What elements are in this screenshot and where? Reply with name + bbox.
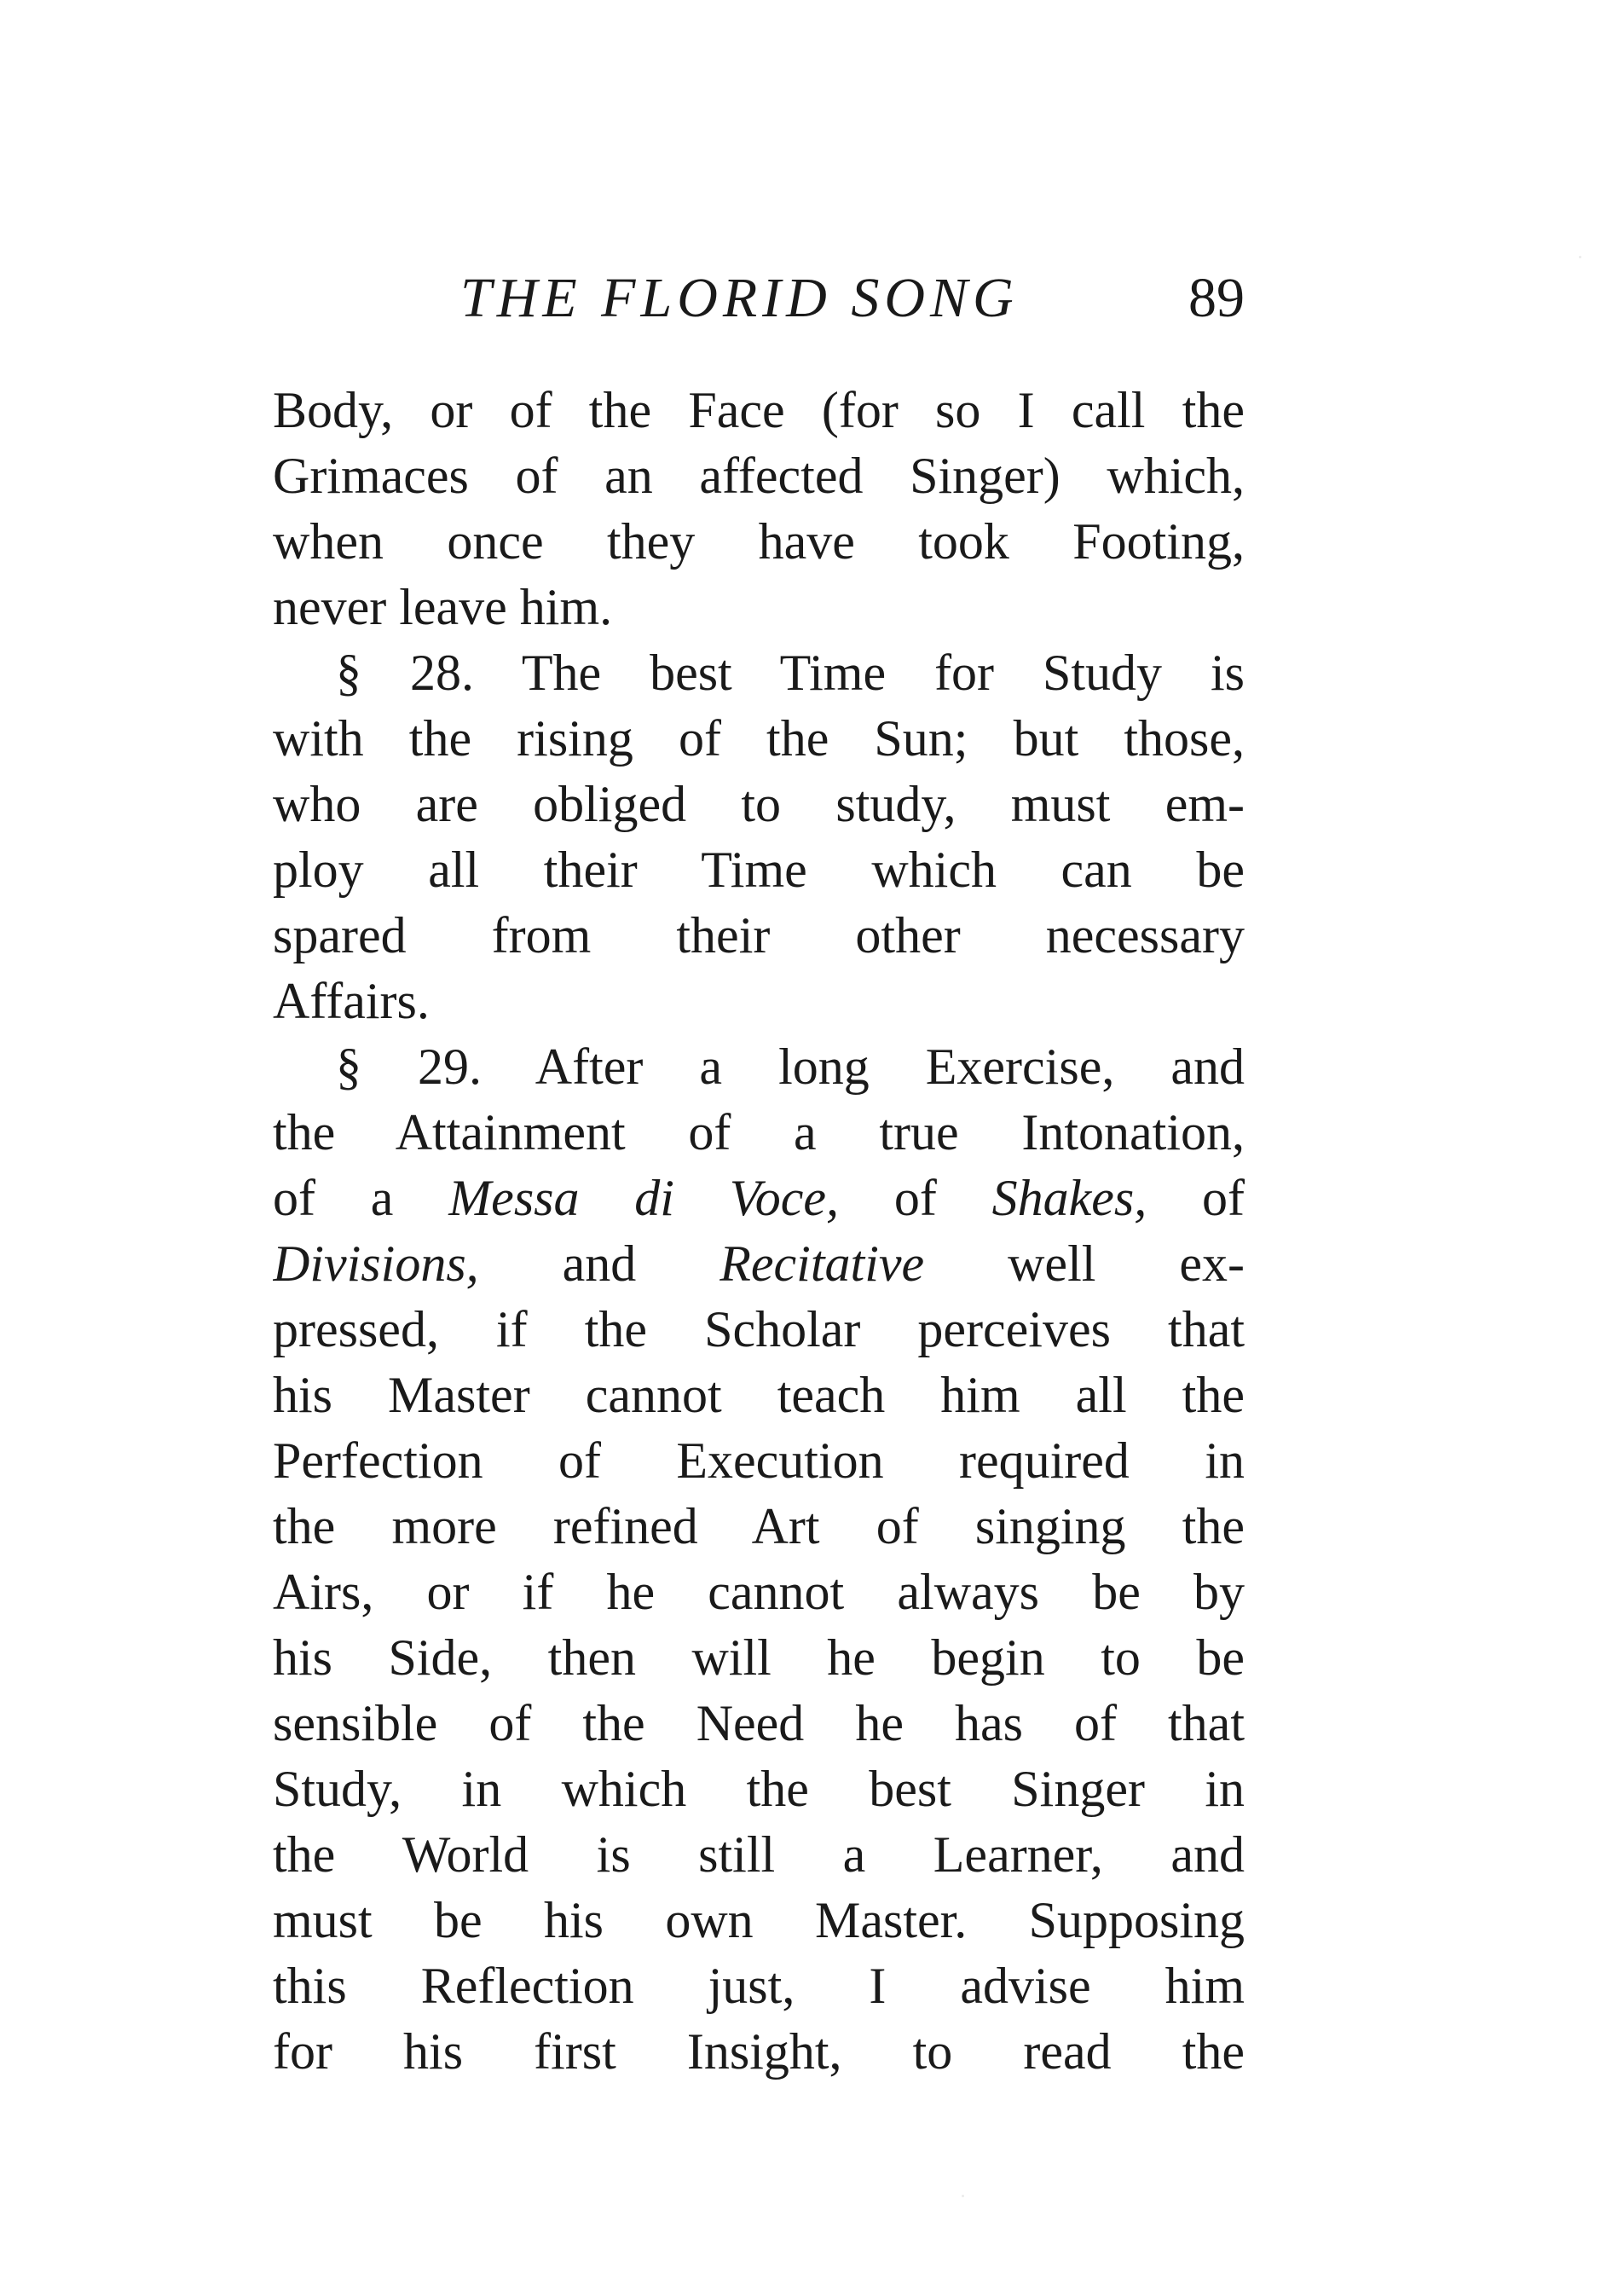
text-line xyxy=(273,1756,1245,1822)
italic-term: Divisions, xyxy=(273,1235,479,1292)
text-line xyxy=(273,1100,1245,1166)
text-line xyxy=(273,1953,1245,2019)
text-line xyxy=(273,1822,1245,1888)
text-line xyxy=(273,1494,1245,1559)
body-text xyxy=(273,378,1245,2085)
text-run: Study, in which the best Singer in xyxy=(273,1761,1245,1817)
text-run: Affairs. xyxy=(273,973,430,1029)
italic-term: Recitative xyxy=(720,1235,925,1292)
text-run: and xyxy=(478,1235,720,1292)
text-line xyxy=(273,1231,1245,1297)
text-line xyxy=(273,378,1245,443)
text-line xyxy=(273,772,1245,837)
text-line xyxy=(273,640,1245,706)
text-run: the more refined Art of singing the xyxy=(273,1498,1245,1554)
text-line xyxy=(273,1625,1245,1691)
text-run: never leave him. xyxy=(273,579,613,635)
text-run: pressed, if the Scholar perceives that xyxy=(273,1301,1245,1357)
text-run: of xyxy=(839,1170,992,1226)
text-line xyxy=(273,1363,1245,1428)
text-run: § 28. The best Time for Study is xyxy=(336,645,1245,701)
text-run: Body, or of the Face (for so I call the xyxy=(273,382,1245,438)
text-line xyxy=(273,969,1245,1034)
running-head: THE FLORID SONG xyxy=(460,267,1019,329)
text-run: spared from their other necessary xyxy=(273,907,1245,963)
italic-term: Messa di Voce, xyxy=(448,1170,840,1226)
text-line xyxy=(273,575,1245,640)
text-line xyxy=(273,1691,1245,1756)
paper-speck xyxy=(1579,256,1581,258)
text-run: the World is still a Learner, and xyxy=(273,1826,1245,1883)
text-run: of xyxy=(1147,1170,1245,1226)
text-run: his Master cannot teach him all the xyxy=(273,1367,1245,1423)
text-line xyxy=(273,837,1245,903)
italic-term: Shakes, xyxy=(991,1170,1147,1226)
text-line xyxy=(273,903,1245,969)
paper-speck xyxy=(962,2195,964,2197)
text-run: § 29. After a long Exercise, and xyxy=(336,1039,1245,1095)
text-line xyxy=(273,1888,1245,1953)
text-run: when once they have took Footing, xyxy=(273,513,1245,570)
text-line xyxy=(273,1559,1245,1625)
text-run: Perfection of Execution required in xyxy=(273,1432,1245,1489)
text-line xyxy=(273,443,1245,509)
text-line xyxy=(273,706,1245,772)
text-run: with the rising of the Sun; but those, xyxy=(273,710,1245,767)
text-run: for his first Insight, to read the xyxy=(273,2023,1245,2080)
text-run: ploy all their Time which can be xyxy=(273,842,1245,898)
text-line xyxy=(273,1166,1245,1231)
text-run: who are obliged to study, must em- xyxy=(273,776,1245,832)
page-number: 89 xyxy=(1188,267,1245,329)
text-line xyxy=(273,1034,1245,1100)
text-run: sensible of the Need he has of that xyxy=(273,1695,1245,1751)
text-run: Grimaces of an affected Singer) which, xyxy=(273,448,1245,504)
text-line xyxy=(273,1297,1245,1363)
text-run: well ex- xyxy=(924,1235,1245,1292)
text-run: the Attainment of a true Intonation, xyxy=(273,1104,1245,1160)
text-line xyxy=(273,509,1245,575)
page-header xyxy=(273,256,1245,341)
text-run: his Side, then will he begin to be xyxy=(273,1629,1245,1686)
text-run: Airs, or if he cannot always be by xyxy=(273,1564,1245,1620)
text-run: of a xyxy=(273,1170,449,1226)
text-run: this Reflection just, I advise him xyxy=(273,1958,1245,2014)
text-line xyxy=(273,1428,1245,1494)
text-run: must be his own Master. Supposing xyxy=(273,1892,1245,1948)
text-line xyxy=(273,2019,1245,2085)
